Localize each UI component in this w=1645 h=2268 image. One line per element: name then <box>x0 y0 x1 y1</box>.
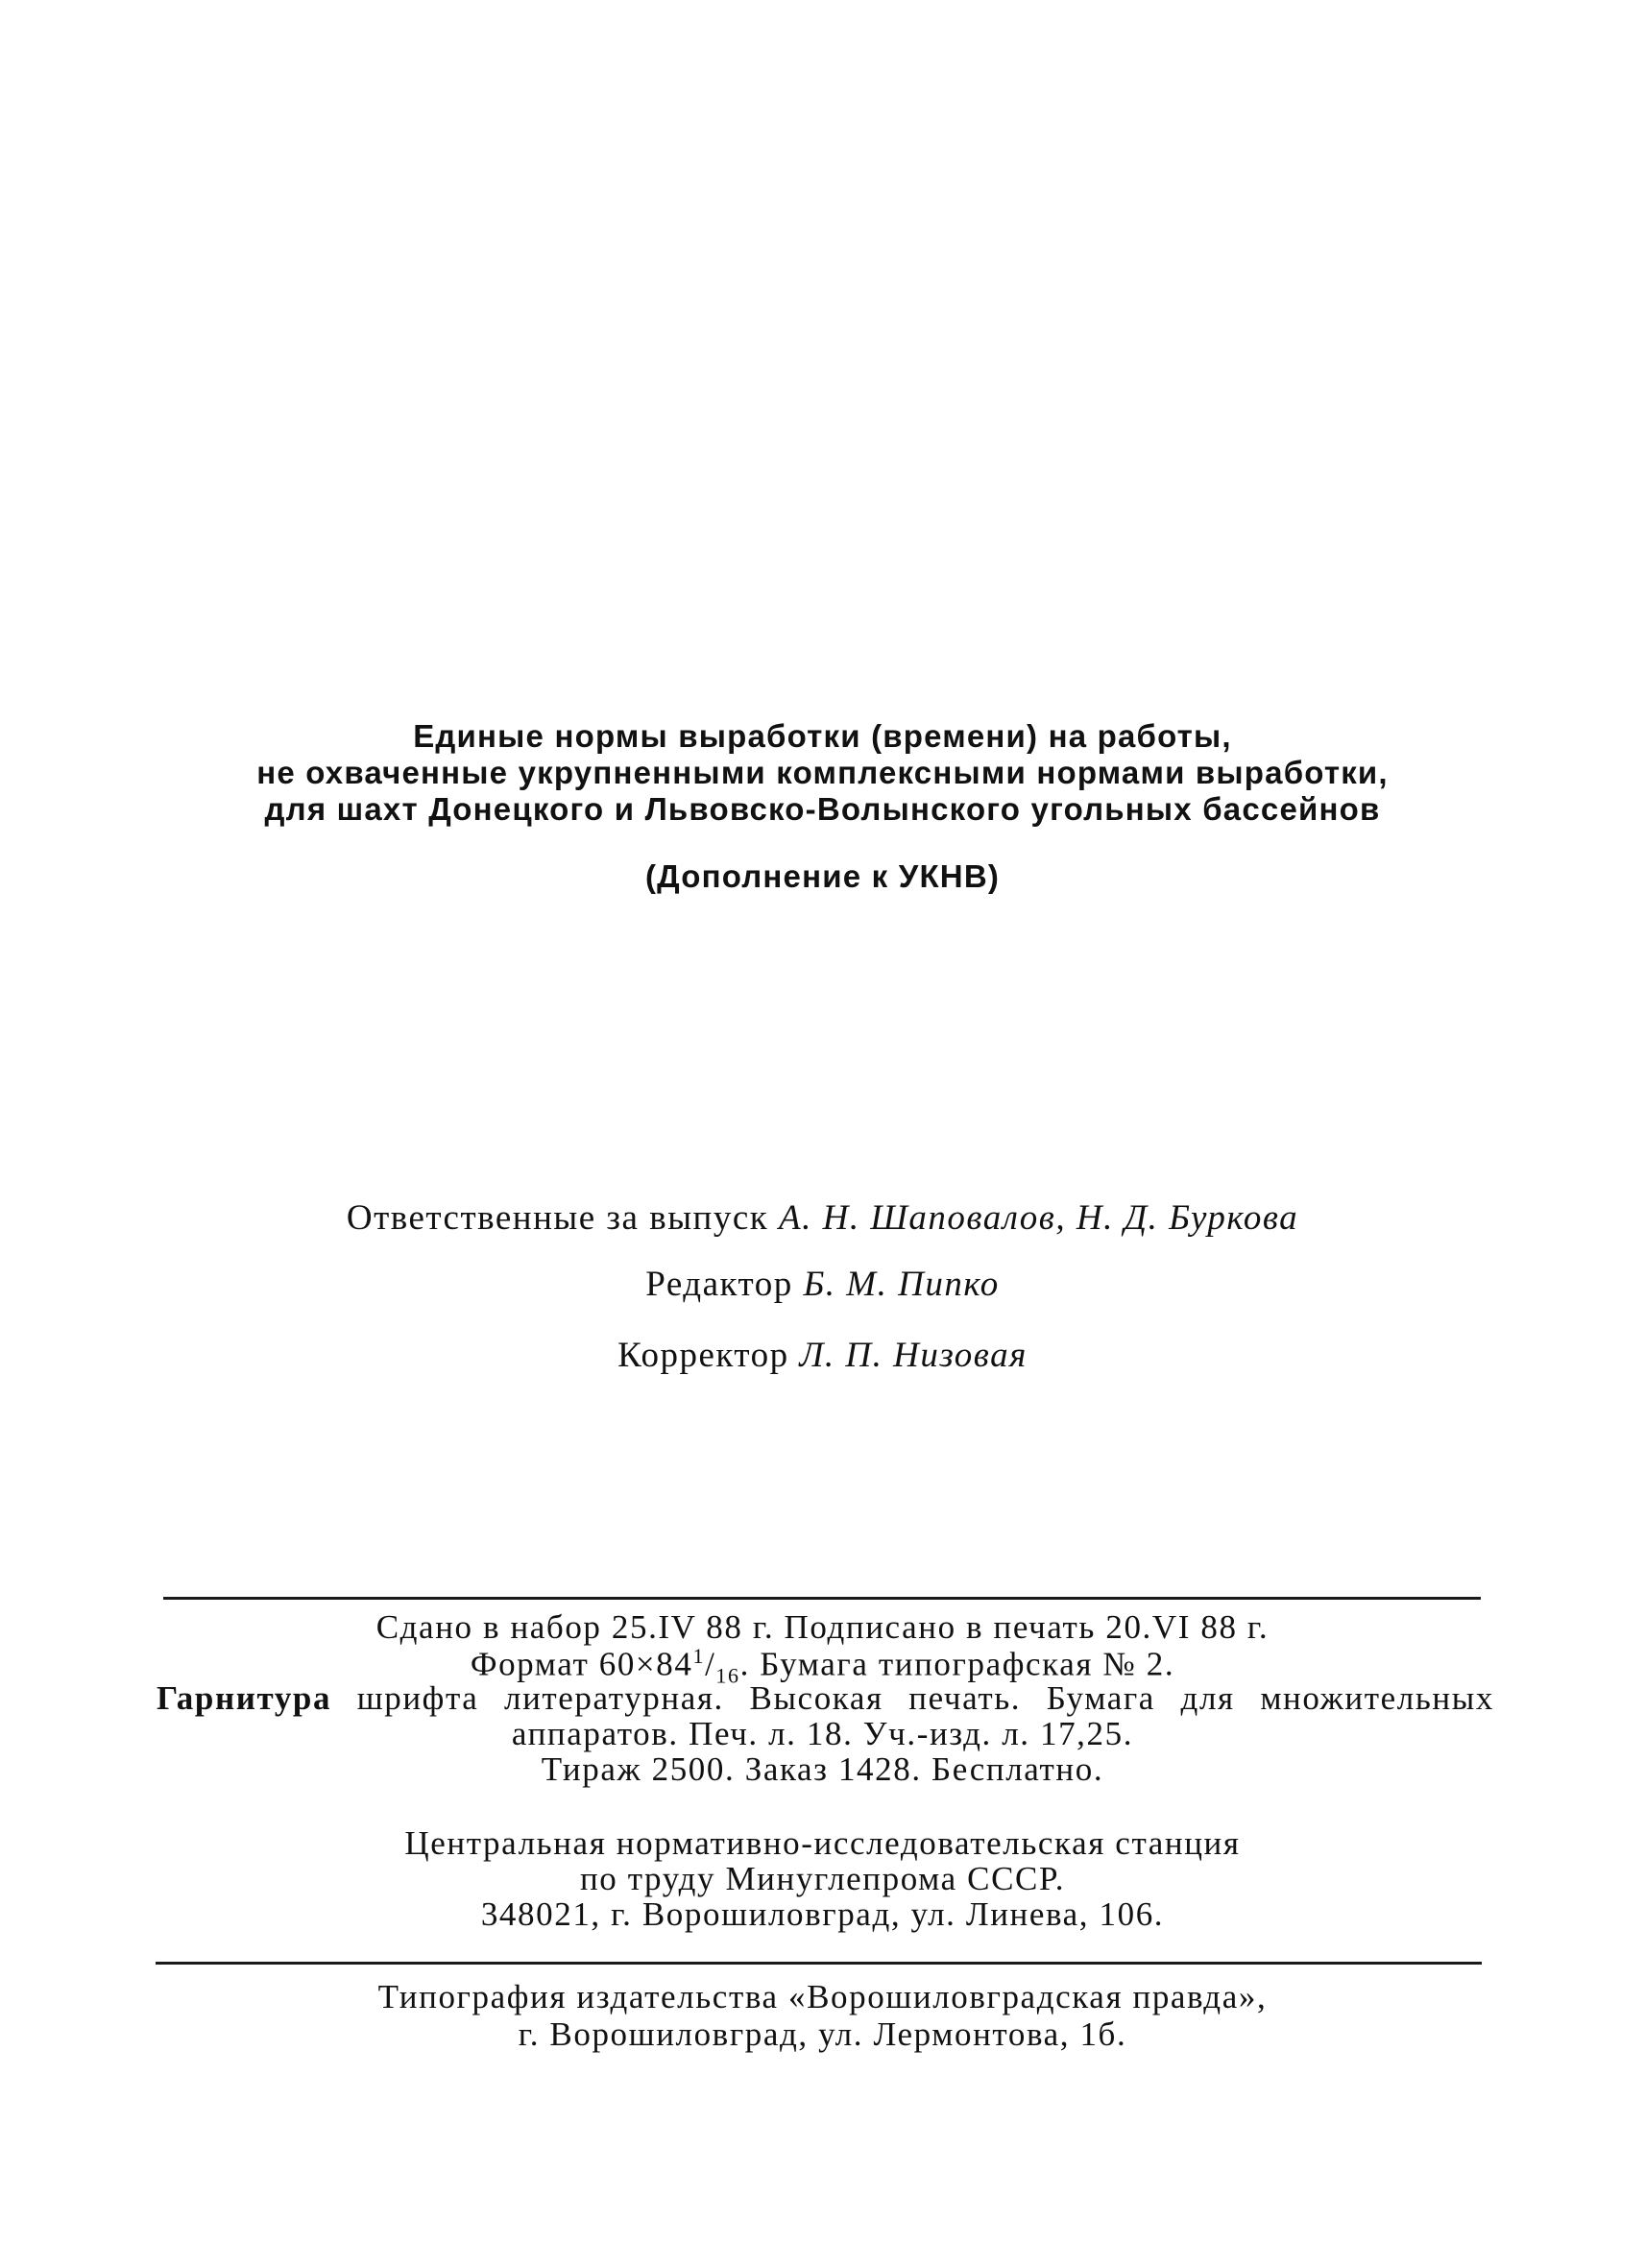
credit-editor-name: Б. М. Пипко <box>803 1265 1000 1304</box>
imprint-line-5: Тираж 2500. Заказ 1428. Бесплатно. <box>541 1750 1104 1788</box>
imprint-typeface-word: множительных <box>1260 1679 1494 1717</box>
imprint-line-4: аппаратов. Печ. л. 18. Уч.-изд. л. 17,25. <box>511 1715 1134 1752</box>
imprint-typeface-word: Гарнитура <box>157 1679 332 1717</box>
imprint-typeface-word: Высокая <box>749 1679 883 1717</box>
imprint-line-1: Сдано в набор 25.IV 88 г. Подписано в печать 20.VI 88 г. <box>375 1608 1270 1646</box>
title-line-3: для шахт Донецкого и Львовско-Волынского угольных бассейнов <box>264 791 1381 827</box>
title-line-1: Единые нормы выработки (времени) на работы, <box>413 718 1232 754</box>
bottom-rule <box>156 1962 1482 1965</box>
title-line-2: не охваченные укрупненными комплексными нормами выработки, <box>256 755 1389 790</box>
imprint-format-numerator: 1 <box>692 1644 706 1668</box>
publisher-line-1: Центральная нормативно-исследовательская станция <box>404 1824 1241 1862</box>
credit-responsible-names: А. Н. Шаповалов, Н. Д. Буркова <box>779 1198 1299 1238</box>
credit-corrector-role: Корректор <box>617 1336 789 1375</box>
credit-editor-role: Редактор <box>645 1265 793 1304</box>
imprint-typeface-word: Бумага <box>1046 1679 1155 1717</box>
credit-editor <box>0 1264 1645 1305</box>
imprint-typeface-word: печать. <box>908 1679 1022 1717</box>
title-subtitle: (Дополнение к УКНВ) <box>644 858 1001 894</box>
credit-responsible-role: Ответственные за выпуск <box>346 1198 769 1238</box>
imprint-format-prefix: Формат 60×84 <box>470 1645 693 1683</box>
imprint-typeface-word: для <box>1180 1679 1235 1717</box>
imprint-typeface-word: шрифта <box>356 1679 479 1717</box>
credit-responsible <box>0 1197 1645 1239</box>
imprint-format-denominator: 16 <box>715 1663 740 1688</box>
printer-line-2: г. Ворошиловград, ул. Лермонтова, 1б. <box>518 2015 1127 2053</box>
printer-line-1: Типография издательства «Ворошиловградская правда», <box>377 1978 1268 2015</box>
publisher-line-3: 348021, г. Ворошиловград, ул. Линева, 106. <box>480 1895 1165 1933</box>
imprint-line-3 <box>157 1679 1494 1718</box>
top-rule <box>163 1597 1481 1600</box>
imprint-typeface-word: литературная. <box>504 1679 724 1717</box>
credit-corrector <box>0 1335 1645 1376</box>
credit-corrector-name: Л. П. Низовая <box>799 1336 1028 1375</box>
imprint-line-2: Формат $60\times 84^1/_{16}$. Бумага типографская № 2. <box>470 1644 1175 1688</box>
imprint-format-suffix: . Бумага типографская № 2. <box>739 1645 1175 1683</box>
publisher-line-2: по труду Минуглепрома СССР. <box>579 1860 1066 1897</box>
